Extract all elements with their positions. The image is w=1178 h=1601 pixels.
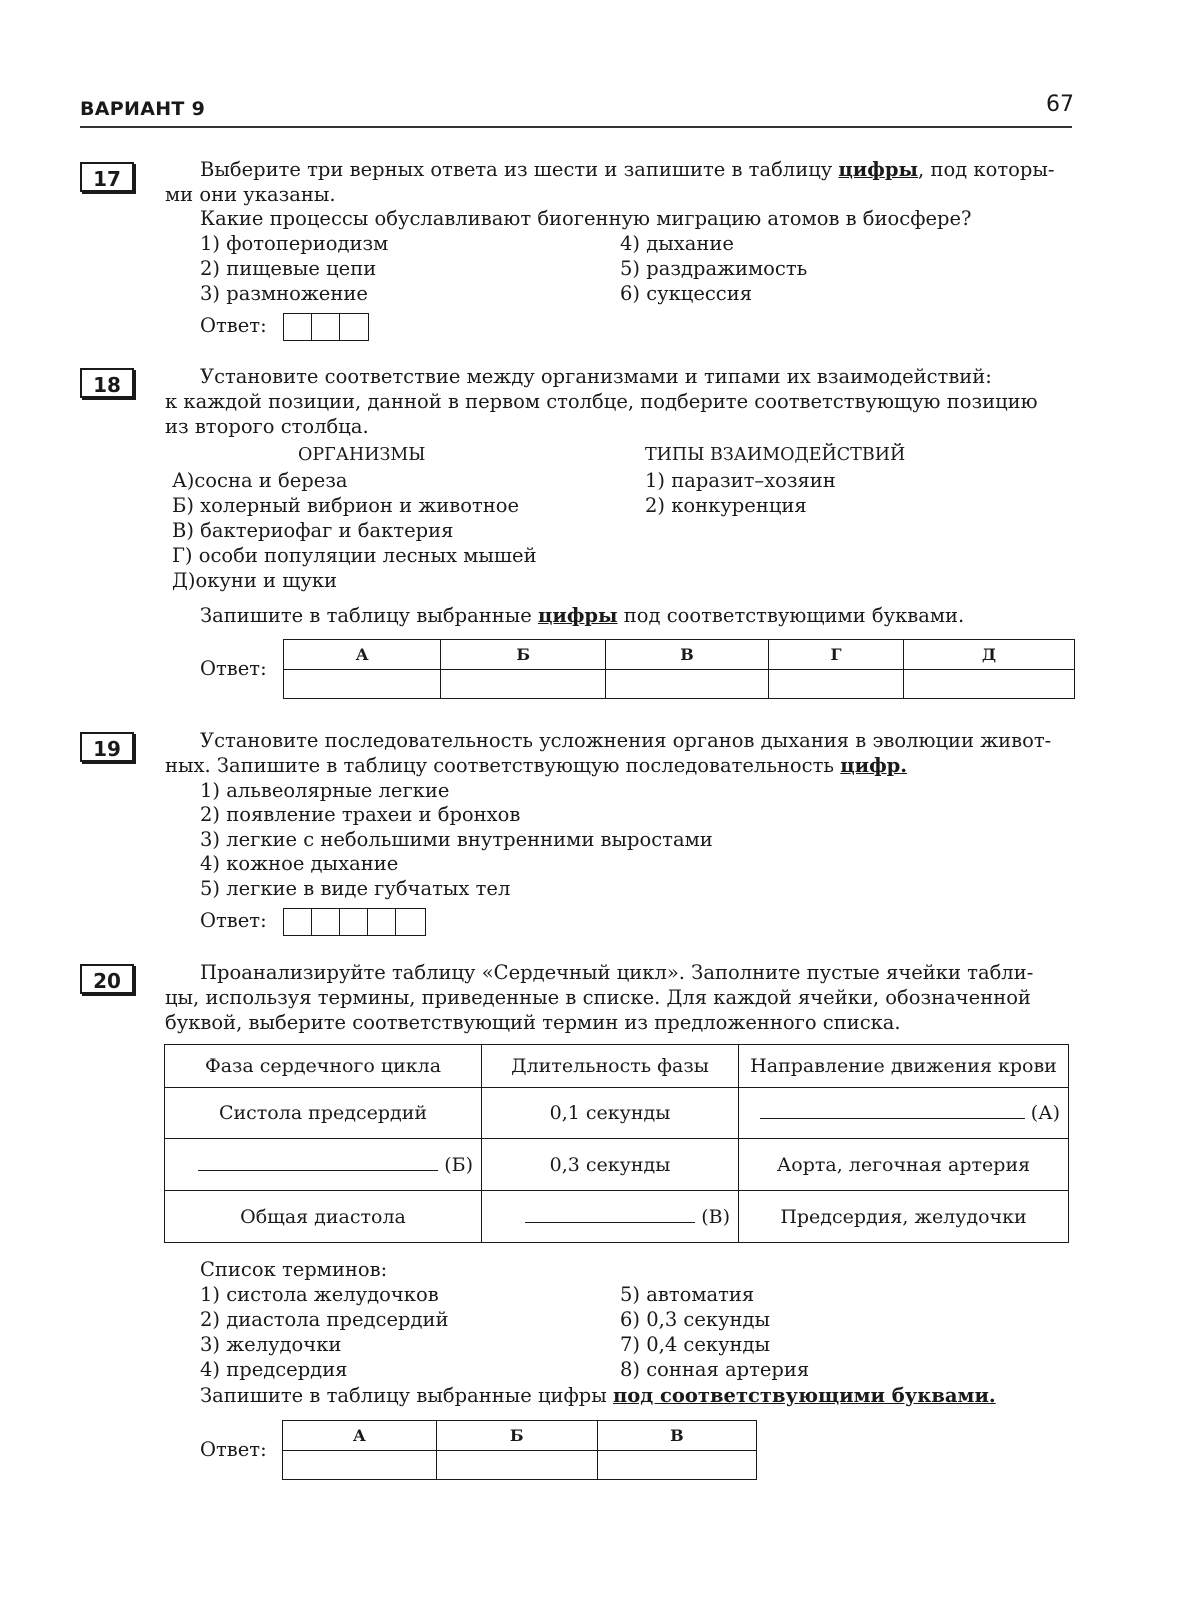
blank-letter-label: (Б)	[444, 1153, 473, 1176]
q17-option: 5) раздражимость	[620, 257, 808, 280]
answer-header-cell: А	[284, 640, 441, 670]
table-cell-blank-b[interactable]	[165, 1139, 482, 1191]
heart-cycle-table	[164, 1044, 1069, 1243]
blank-letter-label: (А)	[1030, 1102, 1060, 1124]
q20-table-instruction	[200, 1383, 996, 1408]
q19-item: 2) появление трахеи и бронхов	[200, 803, 521, 826]
answer-header-cell: А	[283, 1421, 437, 1451]
q20-instruction-line-2: цы, используя термины, приведенные в списке. Для каждой ячейки, обозначенной	[165, 986, 1031, 1009]
fill-in-line[interactable]	[198, 1170, 438, 1171]
q17-text-part: Выберите три верных ответа из шести и запишите в таблицу	[200, 158, 839, 181]
q19-emphasis-digits: цифр.	[840, 754, 908, 777]
answer-cell[interactable]	[605, 670, 768, 699]
q18-emphasis-digits: цифры	[537, 604, 618, 627]
answer-header-cell: Г	[768, 640, 903, 670]
fill-in-line[interactable]	[525, 1222, 695, 1223]
answer-cell[interactable]	[284, 909, 312, 935]
q17-question: Какие процессы обуславливают биогенную миграцию атомов в биосфере?	[200, 207, 972, 230]
q20-term: 1) систола желудочков	[200, 1283, 439, 1306]
table-cell: Предсердия, желудочки	[739, 1191, 1069, 1243]
answer-cell[interactable]	[396, 909, 424, 935]
question-18-number: 18	[80, 368, 134, 398]
table-cell: 0,1 секунды	[482, 1088, 739, 1139]
table-cell: 0,3 секунды	[482, 1139, 739, 1191]
q18-column-title-organisms: ОРГАНИЗМЫ	[298, 445, 426, 465]
table-cell-blank-a[interactable]	[739, 1088, 1069, 1139]
q19-answer-boxes[interactable]	[283, 908, 426, 936]
answer-cell[interactable]	[340, 909, 368, 935]
q20-term: 5) автоматия	[620, 1283, 755, 1306]
q20-emphasis-letters: под соответствующими буквами.	[612, 1384, 996, 1407]
answer-header-cell: В	[605, 640, 768, 670]
q17-text-part: , под которы-	[918, 158, 1055, 181]
variant-title: ВАРИАНТ 9	[80, 98, 206, 120]
q19-answer-label: Ответ:	[200, 909, 267, 932]
question-19-number: 19	[80, 732, 134, 762]
q20-answer-label: Ответ:	[200, 1438, 267, 1461]
answer-cell[interactable]	[284, 670, 441, 699]
q17-option: 2) пищевые цепи	[200, 257, 377, 280]
q19-instruction-line-1: Установите последовательность усложнения органов дыхания в эволюции живот-	[200, 729, 1052, 752]
q17-option: 6) сукцессия	[620, 282, 753, 305]
q17-instruction-line-1	[200, 157, 1054, 182]
fill-in-line[interactable]	[760, 1118, 1025, 1119]
answer-cell[interactable]	[436, 1451, 597, 1480]
q17-answer-label: Ответ:	[200, 314, 267, 337]
header-divider	[80, 126, 1072, 128]
q18-text-part: Запишите в таблицу выбранные	[200, 604, 538, 627]
q20-term: 8) сонная артерия	[620, 1358, 810, 1381]
q18-answer-table	[283, 639, 1075, 699]
q18-type-item: 1) паразит–хозяин	[645, 469, 836, 492]
answer-cell[interactable]	[312, 314, 340, 340]
answer-header-cell: Б	[441, 640, 606, 670]
q18-instruction-line-2: к каждой позиции, данной в первом столбце, подберите соответствующую позицию	[165, 390, 1038, 413]
q20-term: 6) 0,3 секунды	[620, 1308, 771, 1331]
q18-organism-item: Б) холерный вибрион и животное	[172, 494, 520, 517]
table-cell: Систола предсердий	[165, 1088, 482, 1139]
answer-cell[interactable]	[283, 1451, 437, 1480]
question-20-number: 20	[80, 964, 134, 994]
q17-answer-boxes[interactable]	[283, 313, 369, 341]
q20-text-part: Запишите в таблицу выбранные цифры	[200, 1384, 613, 1407]
q17-emphasis-digits: цифры	[838, 158, 919, 181]
answer-header-cell: Д	[904, 640, 1075, 670]
q20-instruction-line-1: Проанализируйте таблицу «Сердечный цикл». Заполните пустые ячейки табли-	[200, 961, 1034, 984]
answer-cell[interactable]	[441, 670, 606, 699]
q18-organism-item: А)сосна и береза	[172, 469, 348, 492]
q19-item: 5) легкие в виде губчатых тел	[200, 877, 511, 900]
q19-item: 3) легкие с небольшими внутренними выростами	[200, 828, 713, 851]
q18-answer-label: Ответ:	[200, 657, 267, 680]
q18-type-item: 2) конкуренция	[645, 494, 807, 517]
q19-text-part: ных. Запишите в таблицу соответствующую последовательность	[165, 754, 841, 777]
answer-cell[interactable]	[340, 314, 368, 340]
answer-header-cell: В	[597, 1421, 756, 1451]
q18-text-part: под соответствующими буквами.	[617, 604, 965, 627]
q17-instruction-line-2: ми они указаны.	[165, 183, 336, 206]
q18-instruction-line-1: Установите соответствие между организмами и типами их взаимодействий:	[200, 365, 992, 388]
table-header-cell: Фаза сердечного цикла	[165, 1045, 482, 1088]
q19-item: 1) альвеолярные легкие	[200, 779, 450, 802]
q17-option: 4) дыхание	[620, 232, 734, 255]
answer-cell[interactable]	[768, 670, 903, 699]
q18-organism-item: В) бактериофаг и бактерия	[172, 519, 454, 542]
q18-organism-item: Г) особи популяции лесных мышей	[172, 544, 537, 567]
q18-table-instruction	[200, 603, 964, 628]
answer-cell[interactable]	[368, 909, 396, 935]
table-cell-blank-v[interactable]	[482, 1191, 739, 1243]
q20-term: 7) 0,4 секунды	[620, 1333, 771, 1356]
q19-instruction-line-2	[165, 753, 907, 778]
blank-letter-label: (В)	[701, 1205, 730, 1228]
table-header-cell: Длительность фазы	[482, 1045, 739, 1088]
answer-header-cell: Б	[436, 1421, 597, 1451]
q20-answer-table	[282, 1420, 757, 1480]
table-header-cell: Направление движения крови	[739, 1045, 1069, 1088]
q20-terms-title: Список терминов:	[200, 1258, 388, 1281]
page-number: 67	[1046, 92, 1074, 117]
q18-column-title-types: ТИПЫ ВЗАИМОДЕЙСТВИЙ	[645, 445, 906, 465]
answer-cell[interactable]	[312, 909, 340, 935]
answer-cell[interactable]	[597, 1451, 756, 1480]
q20-term: 2) диастола предсердий	[200, 1308, 449, 1331]
q17-option: 1) фотопериодизм	[200, 232, 389, 255]
q18-instruction-line-3: из второго столбца.	[165, 415, 369, 438]
table-cell: Общая диастола	[165, 1191, 482, 1243]
answer-cell[interactable]	[904, 670, 1075, 699]
q20-term: 4) предсердия	[200, 1358, 348, 1381]
table-cell: Аорта, легочная артерия	[739, 1139, 1069, 1191]
q19-item: 4) кожное дыхание	[200, 852, 399, 875]
answer-cell[interactable]	[284, 314, 312, 340]
question-17-number: 17	[80, 162, 134, 192]
q20-instruction-line-3: буквой, выберите соответствующий термин из предложенного списка.	[165, 1011, 901, 1034]
q20-term: 3) желудочки	[200, 1333, 342, 1356]
q17-option: 3) размножение	[200, 282, 368, 305]
q18-organism-item: Д)окуни и щуки	[172, 569, 338, 592]
